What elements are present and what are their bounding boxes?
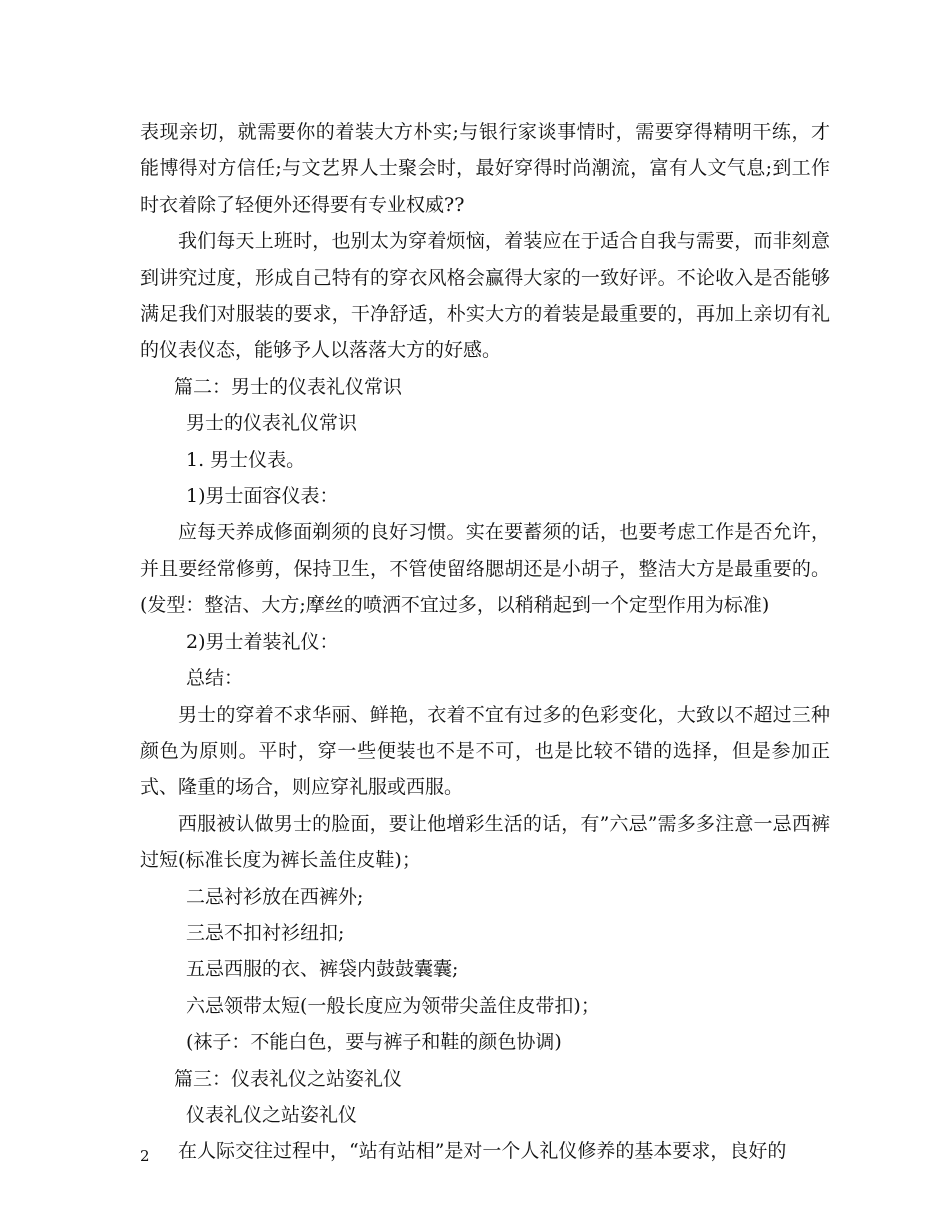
- list-item-mens-appearance: 1. 男士仪表。: [186, 448, 306, 471]
- section-title-part2: 男士的仪表礼仪常识: [186, 412, 358, 435]
- socks-note: (袜子：不能白色，要与裤子和鞋的颜色协调): [186, 1031, 562, 1054]
- paragraph-mens-clothing: 男士的穿着不求华丽、鲜艳，衣着不宜有过多的色彩变化，大致以不超过三种颜色为原则。平时，穿一些便装也不是不可，也是比较不错的选择，但是参加正式、隆重的场合，则应穿礼服或西服。: [140, 703, 830, 799]
- summary-label: 总结：: [186, 667, 244, 690]
- paragraph-continued: 表现亲切，就需要你的着装大方朴实;与银行家谈事情时，需要穿得精明干练，才能博得对方信任;与文艺界人士聚会时，最好穿得时尚潮流，富有人文气息;到工作时衣着除了轻便外还得要有专业权威??: [140, 121, 830, 216]
- taboo-item-6: 六忌领带太短(一般长度应为领带尖盖住皮带扣)；: [186, 994, 600, 1017]
- paragraph-suit-taboos: 西服被认做男士的脸面，要让他增彩生活的话，有”六忌”需多多注意一忌西裤过短(标准长度为裤长盖住皮鞋)；: [140, 812, 830, 872]
- section-heading-part3: 篇三：仪表礼仪之站姿礼仪: [174, 1067, 403, 1090]
- paragraph-standing-posture: 在人际交往过程中，“站有站相”是对一个人礼仪修养的基本要求，良好的: [178, 1140, 787, 1163]
- taboo-item-5: 五忌西服的衣、裤袋内鼓鼓囊囊;: [186, 958, 459, 981]
- list-item-face-grooming: 1)男士面容仪表：: [186, 485, 339, 508]
- taboo-item-2: 二忌衬衫放在西裤外;: [186, 885, 364, 908]
- document-body: [140, 114, 830, 1170]
- paragraph-shaving: 应每天养成修面剃须的良好习惯。实在要蓄须的话，也要考虑工作是否允许，并且要经常修剪，保持卫生，不管使留络腮胡还是小胡子，整洁大方是最重要的。(发型：整洁、大方;摩丝的喷洒不宜过多，以稍稍起到一个定型作用为标准): [140, 521, 830, 617]
- taboo-item-3: 三忌不扣衬衫纽扣;: [186, 921, 345, 944]
- section-heading-part2: 篇二：男士的仪表礼仪常识: [174, 375, 403, 398]
- page-number: 2: [140, 1147, 150, 1165]
- section-title-part3: 仪表礼仪之站姿礼仪: [186, 1103, 358, 1126]
- paragraph-dressing-advice: 我们每天上班时，也别太为穿着烦恼，着装应在于适合自我与需要，而非刻意到讲究过度，形成自己特有的穿衣风格会赢得大家的一致好评。不论收入是否能够满足我们对服装的要求，干净舒适，朴实大方的着装是最重要的，再加上亲切有礼的仪表仪态，能够予人以落落大方的好感。: [140, 230, 830, 362]
- list-item-dress-etiquette: 2)男士着装礼仪：: [186, 630, 339, 653]
